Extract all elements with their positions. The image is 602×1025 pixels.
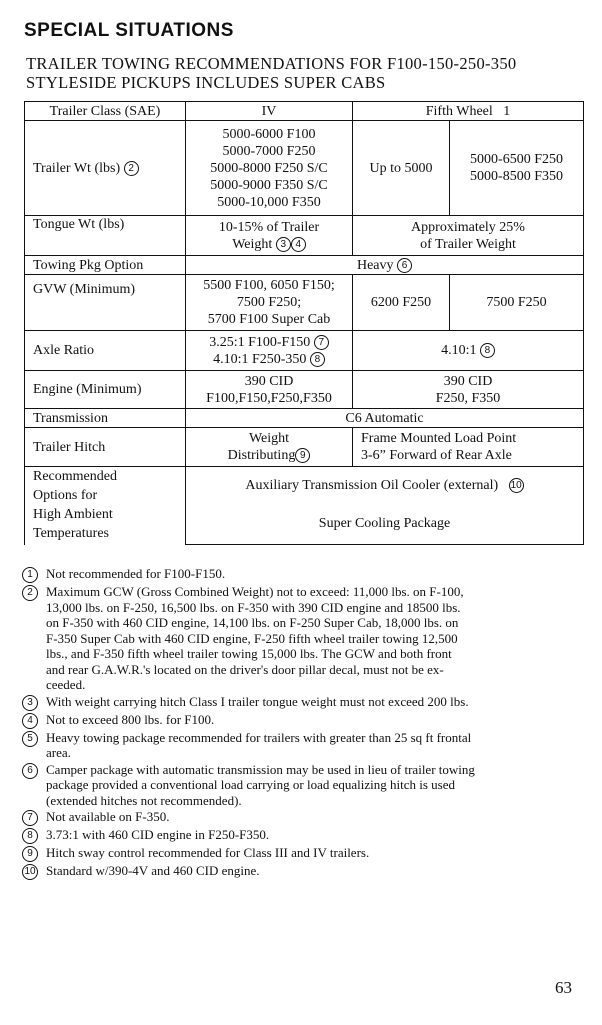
footnote-number (22, 762, 46, 809)
footnote-number-icon: 10 (22, 864, 38, 880)
footnote-number (22, 712, 46, 729)
footnotes (22, 566, 602, 881)
footnote-text (46, 845, 602, 862)
footnote-line: Not available on F-350. (46, 809, 170, 824)
footnote-number (22, 566, 46, 583)
cell-line: 5000-6000 F100 (222, 126, 316, 142)
footnote-number-icon: 2 (22, 585, 38, 601)
cell-hitch-fw (353, 428, 584, 467)
cell-line (189, 351, 349, 368)
towing-recommendations-table (24, 101, 584, 545)
footnote-number (22, 845, 46, 862)
footnote-number-icon: 3 (22, 695, 38, 711)
cell-gvw-fw-a: 6200 F250 (353, 275, 450, 331)
table-row (25, 409, 584, 428)
cell-gvw-fw-b: 7500 F250 (450, 275, 584, 331)
cell-line: Frame Mounted Load Point (361, 431, 517, 446)
row-label-axle: Axle Ratio (25, 331, 186, 371)
footnote-ref-icon: 3 (276, 237, 291, 252)
row-label-engine: Engine (Minimum) (25, 371, 186, 409)
cell-line: 5000-9000 F350 S/C (210, 177, 328, 193)
cell-engine-fw (353, 371, 584, 409)
footnote-item (22, 845, 602, 862)
footnote-item (22, 863, 602, 880)
subtitle-line: STYLESIDE PICKUPS INCLUDES SUPER CABS (26, 73, 386, 92)
footnote-line: 13,000 lbs. on F-250, 16,500 lbs. on F-350 with 390 CID engine and 18500 lbs. (46, 599, 461, 615)
footnote-ref-icon: 4 (291, 237, 306, 252)
footnote-line: (extended hitches not recommended). (46, 792, 242, 808)
rec-option-1: Auxiliary Transmission Oil Cooler (external) (245, 477, 499, 493)
table-row (25, 216, 584, 256)
footnote-number (22, 730, 46, 761)
footnote-line: and rear G.A.W.R.'s located on the driver's door pillar decal, must not be ex- (46, 661, 444, 677)
cell-line: Options for (33, 488, 98, 503)
row-label-gvw: GVW (Minimum) (25, 275, 186, 331)
cell-gvw-iv (186, 275, 353, 331)
footnote-text (46, 712, 602, 729)
cell-line: Weight (248, 431, 290, 446)
cell-axle-fw (353, 331, 584, 371)
footnote-ref-icon: 7 (314, 335, 329, 350)
footnote-line: area. (46, 745, 71, 760)
table-row (25, 275, 584, 331)
footnote-number-icon: 9 (22, 846, 38, 862)
cell-axle-iv (186, 331, 353, 371)
axle-fw-value: 4.10:1 (441, 343, 477, 358)
subtitle-line: TRAILER TOWING RECOMMENDATIONS FOR F100-150-250-350 (26, 54, 517, 73)
cell-line: Approximately 25% (411, 219, 525, 235)
footnote-number-icon: 8 (22, 828, 38, 844)
cell-line: Recommended (33, 469, 117, 484)
footnote-number (22, 863, 46, 880)
cell-line: 7500 F250; (236, 295, 302, 310)
footnote-ref-icon: 8 (310, 352, 325, 367)
footnote-text (46, 863, 602, 880)
cell-towing-pkg (186, 256, 584, 275)
footnote-item (22, 762, 602, 809)
cell-line: 5000-8500 F350 (470, 169, 563, 184)
cell-line: of Trailer Weight (420, 236, 516, 252)
footnote-line: F-350 Super Cab with 460 CID engine, F-250 fifth wheel trailer towing 12,500 (46, 630, 458, 646)
cell-line: 10-15% of Trailer (218, 219, 320, 235)
footnote-line: 3.73:1 with 460 CID engine in F250-F350. (46, 827, 270, 842)
cell-line (189, 447, 349, 464)
cell-trailer-wt-iv (186, 121, 353, 216)
footnote-ref-icon: 6 (397, 258, 412, 273)
footnote-ref-icon: 2 (124, 161, 139, 176)
footnote-text (46, 584, 602, 693)
table-row (25, 331, 584, 371)
cell-engine-iv (186, 371, 353, 409)
table-row (25, 467, 584, 504)
row-label-recommended (25, 467, 186, 545)
footnote-line: on F-350 with 460 CID engine, 14,100 lbs. on F-250 Super Cab, 18,000 lbs. on (46, 615, 459, 630)
cell-transmission: C6 Automatic (186, 409, 584, 428)
footnote-ref-icon: 8 (480, 343, 495, 358)
footnote-item (22, 809, 602, 826)
table-row (25, 121, 584, 216)
cell-line: 390 CID (443, 373, 493, 389)
row-label-trailer-class: Trailer Class (SAE) (25, 102, 186, 121)
footnote-text (46, 566, 602, 583)
footnote-number-icon: 7 (22, 810, 38, 826)
footnote-text (46, 762, 602, 809)
footnote-line: With weight carrying hitch Class I trailer tongue weight must not exceed 200 lbs. (46, 693, 469, 709)
footnote-number-icon: 4 (22, 713, 38, 729)
fifth-wheel-label: Fifth Wheel (425, 103, 493, 119)
footnote-line: ceeded. (46, 677, 86, 692)
cell-line: High Ambient (33, 507, 113, 522)
footnote-item (22, 584, 602, 693)
footnote-text (46, 730, 602, 761)
cell-tongue-iv (186, 216, 353, 256)
cell-line: 390 CID (244, 373, 294, 389)
footnote-text (46, 809, 602, 826)
footnote-number (22, 827, 46, 844)
footnote-line: Standard w/390-4V and 460 CID engine. (46, 863, 260, 878)
cell-line (189, 236, 349, 253)
row-label-hitch: Trailer Hitch (25, 428, 186, 467)
footnote-line: lbs., and F-350 fifth wheel trailer towing 15,000 lbs. The GCW and both front (46, 646, 452, 661)
cell-rec-opt1 (186, 467, 584, 504)
cell-trailer-wt-fw-a: Up to 5000 (353, 121, 450, 216)
table-row (25, 256, 584, 275)
row-label-towing-pkg: Towing Pkg Option (25, 256, 186, 275)
cell-class-iv: IV (186, 102, 353, 121)
footnote-text (46, 827, 602, 844)
cell-line: 5500 F100, 6050 F150; (203, 278, 335, 293)
footnote-line: Hitch sway control recommended for Class III and IV trailers. (46, 845, 370, 860)
row-label-transmission: Transmission (25, 409, 186, 428)
footnote-line: Not recommended for F100-F150. (46, 566, 226, 581)
footnote-line: Camper package with automatic transmission may be used in lieu of trailer towing (46, 761, 475, 777)
cell-fifth-wheel (353, 102, 584, 121)
cell-trailer-wt-fw-b (450, 121, 584, 216)
footnote-number (22, 809, 46, 826)
cell-line: F100,F150,F250,F350 (206, 390, 332, 406)
tongue-weight-word: Weight (232, 236, 273, 252)
footnote-text (46, 694, 602, 711)
footnote-line: Heavy towing package recommended for trailers with greater than 25 sq ft frontal (46, 729, 472, 745)
cell-line: Temperatures (33, 526, 109, 541)
cell-line: 5000-10,000 F350 (217, 194, 321, 210)
cell-line: 5700 F100 Super Cab (207, 312, 331, 327)
table-row (25, 371, 584, 409)
footnote-item (22, 566, 602, 583)
hitch-distributing: Distributing (227, 448, 296, 463)
footnote-number (22, 694, 46, 711)
cell-line: 5000-8000 F250 S/C (210, 160, 328, 176)
fifth-wheel-ref: 1 (503, 103, 511, 119)
page-subtitle (26, 54, 516, 92)
footnote-item (22, 712, 602, 729)
cell-rec-opt2: Super Cooling Package (186, 504, 584, 545)
cell-line: F250, F350 (435, 390, 501, 406)
cell-line (189, 334, 349, 351)
footnote-number-icon: 5 (22, 731, 38, 747)
footnote-number-icon: 6 (22, 763, 38, 779)
table-row (25, 428, 584, 467)
footnote-line: Maximum GCW (Gross Combined Weight) not to exceed: 11,000 lbs. on F-100, (46, 584, 464, 599)
footnote-ref-icon: 9 (295, 448, 310, 463)
cell-hitch-iv (186, 428, 353, 467)
footnote-line: package provided a conventional load carrying or load equalizing hitch is used (46, 777, 455, 792)
trailer-wt-label: Trailer Wt (lbs) (33, 160, 121, 176)
towing-value: Heavy (356, 257, 394, 273)
page-heading: SPECIAL SITUATIONS (24, 20, 234, 41)
cell-line: 5000-6500 F250 (470, 152, 563, 167)
cell-line: 3-6” Forward of Rear Axle (361, 448, 512, 463)
axle-ratio-2: 4.10:1 F250-350 (213, 351, 307, 367)
footnote-item (22, 694, 602, 711)
cell-tongue-fw (353, 216, 584, 256)
footnote-number-icon: 1 (22, 567, 38, 583)
row-label-trailer-wt (25, 121, 186, 216)
page-number: 63 (555, 978, 572, 997)
table-row (25, 102, 584, 121)
footnote-item (22, 730, 602, 761)
cell-line: 5000-7000 F250 (222, 143, 316, 159)
footnote-number (22, 584, 46, 693)
footnote-line: Not to exceed 800 lbs. for F100. (46, 711, 215, 727)
row-label-tongue-wt: Tongue Wt (lbs) (25, 216, 186, 256)
footnote-item (22, 827, 602, 844)
footnote-ref-icon: 10 (510, 479, 522, 491)
axle-ratio-1: 3.25:1 F100-F150 (209, 334, 311, 350)
